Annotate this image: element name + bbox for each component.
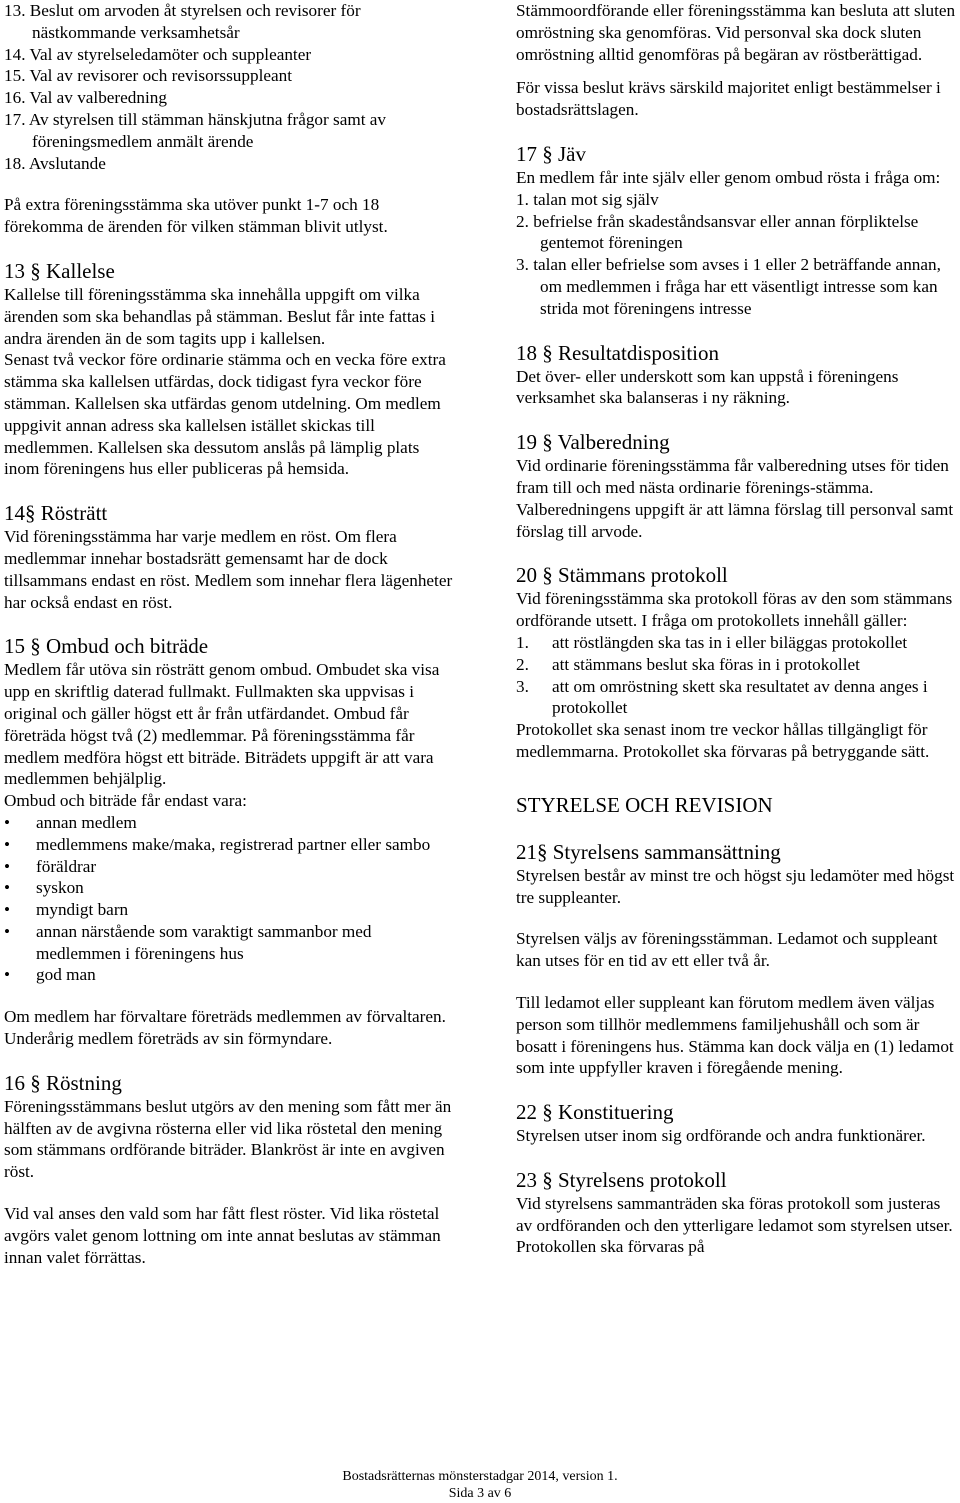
agenda-item: 14. Val av styrelseledamöter och suppleanter	[4, 44, 312, 64]
section-16-title: 16 § Röstning	[4, 1070, 122, 1095]
section-17-title: 17 § Jäv	[516, 141, 586, 166]
list-item: • annan närstående som varaktigt sammanbor med medlemmen i föreningens hus	[4, 921, 372, 963]
list-item: • föräldrar	[4, 856, 97, 876]
extra-meeting-note: På extra föreningsstämma ska utöver punkt 1-7 och 18 förekomma de ärenden för vilken stämman blivit utlyst.	[4, 195, 388, 237]
section-19-title: 19 § Valberedning	[516, 430, 670, 455]
agenda-list	[4, 0, 458, 174]
section-22-title: 22 § Konstituering	[516, 1100, 674, 1125]
section-20-paragraph: Protokollet ska senast inom tre veckor hållas tillgängligt för medlemmarna. Protokollet ska förvaras på betryggande sätt.	[516, 720, 930, 761]
left-column	[4, 0, 458, 1268]
footer-document-title: Bostadsrätternas mönsterstadgar 2014, version 1.	[342, 1469, 618, 1484]
proxy-list	[4, 812, 458, 986]
section-21-paragraph: Styrelsen väljs av föreningsstämman. Ledamot och suppleant kan utses för en tid av ett eller två år.	[516, 929, 938, 971]
list-item: 1. talan mot sig själv	[516, 189, 659, 209]
section-13-paragraph: Kallelse till föreningsstämma ska innehålla uppgift om vilka ärenden som ska behandlas på stämman. Beslut får inte fattas i andra ärenden än de som tagits upp i kallelsen.	[4, 284, 435, 348]
section-23-title: 23 § Styrelsens protokoll	[516, 1167, 727, 1192]
section-23-paragraph: Vid styrelsens sammanträden ska föras protokoll som justeras av ordföranden och den ytterligare ledamot som styrelsen utser. Protokollen ska förvaras på	[516, 1193, 953, 1257]
section-15-paragraph: Om medlem har förvaltare företräds medlemmen av förvaltaren. Underårig medlem företräds av sin förmyndare.	[4, 1007, 446, 1049]
bullet-icon: •	[4, 856, 11, 876]
page-number: Sida 3 av 6	[448, 1486, 512, 1501]
section-15-list-intro: Ombud och biträde får endast vara:	[4, 791, 247, 811]
list-item: • syskon	[4, 878, 84, 898]
section-15-title: 15 § Ombud och biträde	[4, 634, 209, 659]
bullet-icon: •	[4, 900, 11, 920]
list-item: 1. att röstlängden ska tas in i eller biläggas protokollet	[516, 632, 908, 652]
agenda-item: 13. Beslut om arvoden åt styrelsen och revisorer för nästkommande verksamhetsår	[4, 1, 361, 42]
chapter-heading: STYRELSE OCH REVISION	[516, 792, 773, 817]
voting-continued-paragraph: För vissa beslut krävs särskild majoritet enligt bestämmelser i bostadsrättslagen.	[516, 78, 941, 120]
section-13-title: 13 § Kallelse	[4, 258, 115, 283]
list-item: 2. befrielse från skadeståndsansvar eller annan förpliktelse gentemot föreningen	[516, 211, 919, 253]
list-item: • annan medlem	[4, 812, 137, 832]
section-21-title: 21§ Styrelsens sammansättning	[516, 839, 781, 864]
section-20-title: 20 § Stämmans protokoll	[516, 563, 728, 588]
section-18-title: 18 § Resultatdisposition	[516, 340, 720, 365]
agenda-item: 18. Avslutande	[4, 153, 106, 173]
bullet-icon: •	[4, 965, 11, 985]
section-22-paragraph: Styrelsen utser inom sig ordförande och andra funktionärer.	[516, 1126, 926, 1146]
section-18-paragraph: Det över- eller underskott som kan uppstå i föreningens verksamhet ska balanseras i ny räkning.	[516, 366, 899, 408]
bullet-icon: •	[4, 921, 11, 941]
list-item: • medlemmens make/maka, registrerad partner eller sambo	[4, 834, 431, 854]
agenda-item: 16. Val av valberedning	[4, 88, 167, 108]
section-16-paragraph: Föreningsstämmans beslut utgörs av den mening som fått mer än hälften av de avgivna rösterna eller vid lika röstetal den mening som stämmans ordförande biträder. Blankröst är inte en avgiven röst.	[4, 1096, 452, 1182]
voting-continued-paragraph: Stämmoordförande eller föreningsstämma kan besluta att sluten omröstning ska genomföras. Vid personval ska dock sluten omröstning alltid genomföras på begäran av röstberättigad.	[516, 1, 956, 64]
section-17-intro: En medlem får inte själv eller genom ombud rösta i fråga om:	[516, 167, 941, 187]
bullet-icon: •	[4, 812, 11, 832]
agenda-item: 17. Av styrelsen till stämman hänskjutna frågor samt av föreningsmedlem anmält ärende	[4, 109, 387, 151]
agenda-item: 15. Val av revisorer och revisorssuppleant	[4, 66, 292, 86]
section-15-paragraph: Medlem får utöva sin rösträtt genom ombud. Ombudet ska visa upp en skriftlig daterad fullmakt. Fullmakten ska uppvisas i original och gäller högst ett år från utfärdandet. Ombud får företräda högst två (2) medlemmar. På föreningsstämma får medlem medföra högst ett biträde. Biträdets uppgift är att vara medlemmen behjälplig.	[4, 660, 440, 789]
bullet-icon: •	[4, 878, 11, 898]
list-item: • myndigt barn	[4, 900, 129, 920]
section-21-paragraph: Styrelsen består av minst tre och högst sju ledamöter med högst tre suppleanter.	[516, 865, 955, 907]
section-16-paragraph: Vid val anses den vald som har fått flest röster. Vid lika röstetal avgörs valet genom lottning om inte annat beslutas av stämman innan valet förrättas.	[4, 1204, 441, 1267]
section-14-title: 14§ Rösträtt	[4, 501, 108, 526]
right-column	[516, 0, 960, 1258]
section-21-paragraph: Till ledamot eller suppleant kan förutom medlem även väljas person som tillhör medlemmens familjehushåll och som är bosatt i föreningens hus. Stämma kan dock välja en (1) ledamot som inte uppfyller kraven i föregående mening.	[516, 992, 954, 1078]
list-item: 3. talan eller befrielse som avses i 1 eller 2 beträffande annan, om medlemmen i fråga har ett väsentligt intresse som kan strida mot föreningens intresse	[516, 255, 941, 318]
page-footer	[0, 1468, 960, 1502]
list-item: • god man	[4, 965, 96, 985]
section-14-paragraph: Vid föreningsstämma har varje medlem en röst. Om flera medlemmar innehar bostadsrätt gemensamt har de dock tillsammans endast en röst. Medlem som innehar flera lägenheter har också endast en röst.	[4, 527, 453, 612]
section-13-paragraph: Senast två veckor före ordinarie stämma och en vecka före extra stämma ska kallelsen utfärdas, dock tidigast fyra veckor före stämman. Kallelsen ska utfärdas genom utdelning. Om medlem uppgivit annan adress ska kallelsen istället skickas till medlemmen. Kallelsen ska dessutom anslås på lämplig plats inom föreningens hus eller publiceras på hemsida.	[4, 350, 446, 479]
section-20-paragraph: Vid föreningsstämma ska protokoll föras av den som stämmans ordförande utsett. I fråga om protokollets innehåll gäller:	[516, 589, 953, 631]
list-item: 2. att stämmans beslut ska föras in i protokollet	[516, 654, 860, 674]
list-item: 3. att om omröstning skett ska resultatet av denna anges i protokollet	[516, 676, 928, 718]
bullet-icon: •	[4, 834, 11, 854]
protocol-list	[516, 632, 960, 719]
section-19-paragraph: Vid ordinarie föreningsstämma får valberedning utses för tiden fram till och med nästa ordinarie förenings-stämma. Valberedningens uppgift är att lämna förslag till personval samt förslag till arvode.	[516, 456, 954, 541]
